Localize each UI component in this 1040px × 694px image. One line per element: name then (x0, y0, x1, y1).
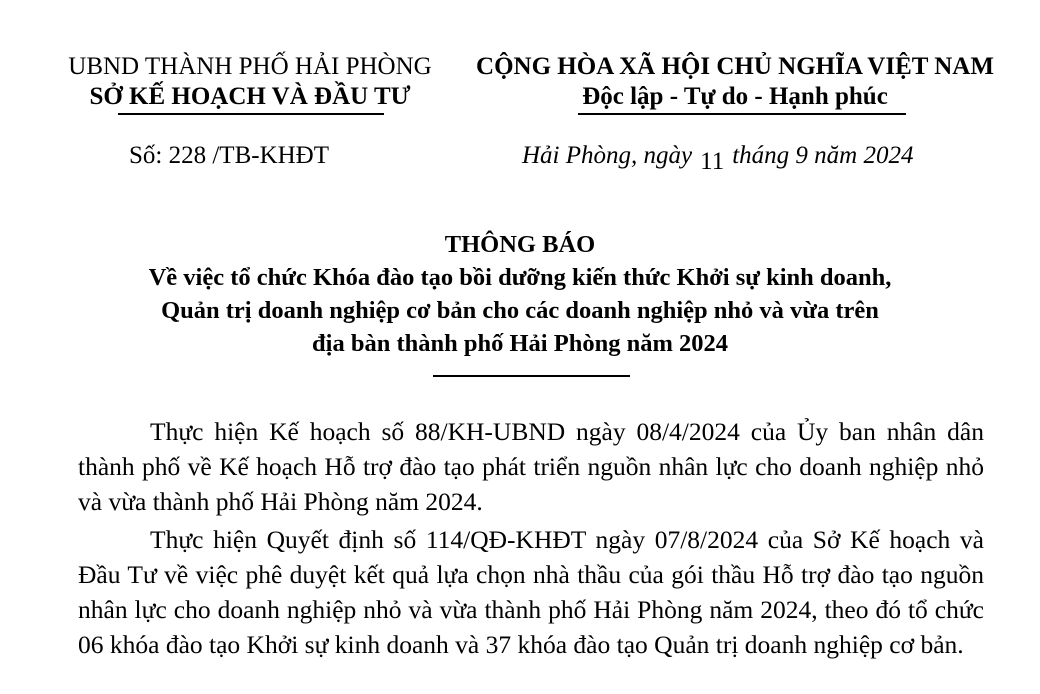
document-number (129, 140, 329, 172)
agency-parent-name: UBND THÀNH PHỐ HẢI PHÒNG (68, 53, 432, 80)
date-prefix: Hải Phòng, ngày (522, 142, 693, 169)
motto-underline (578, 113, 906, 115)
agency-underline (118, 113, 384, 115)
notice-subject-line-3: địa bàn thành phố Hải Phòng năm 2024 (312, 330, 728, 357)
notice-subject-line-1: Về việc tổ chức Khóa đào tạo bồi dưỡng kiến thức Khởi sự kinh doanh, (148, 264, 892, 291)
issuing-agency-header (40, 52, 460, 112)
number-prefix: Số: (129, 142, 169, 169)
agency-name: SỞ KẾ HOẠCH VÀ ĐẦU TƯ (89, 83, 411, 110)
notice-title-block (60, 228, 980, 360)
number-value: 228 (168, 142, 207, 169)
title-divider (433, 375, 630, 377)
national-name: CỘNG HÒA XÃ HỘI CHỦ NGHĨA VIỆT NAM (476, 53, 994, 80)
date-suffix: tháng 9 năm 2024 (732, 142, 914, 169)
document-date (522, 140, 914, 175)
body-paragraph-1: Thực hiện Kế hoạch số 88/KH-UBND ngày 08/4/2024 của Ủy ban nhân dân thành phố về Kế hoạch Hỗ trợ đào tạo phát triển nguồn nhân lực cho doanh nghiệp nhỏ và vừa thành phố Hải Phòng năm 2024. (78, 417, 984, 516)
national-title-header (455, 52, 1015, 112)
national-motto: Độc lập - Tự do - Hạnh phúc (582, 83, 888, 110)
notice-heading: THÔNG BÁO (444, 231, 596, 258)
body-paragraph-2: Thực hiện Quyết định số 114/QĐ-KHĐT ngày 07/8/2024 của Sở Kế hoạch và Đầu Tư về việc phê duyệt kết quả lựa chọn nhà thầu của gói thầu Hỗ trợ đào tạo nguồn nhân lực cho doanh nghiệp nhỏ và vừa thành phố Hải Phòng năm 2024, theo đó tổ chức 06 khóa đào tạo Khởi sự kinh doanh và 37 khóa đào tạo Quản trị doanh nghiệp cơ bản. (78, 525, 984, 659)
date-day: 11 (700, 148, 725, 175)
notice-subject-line-2: Quản trị doanh nghiệp cơ bản cho các doanh nghiệp nhỏ và vừa trên (161, 297, 879, 324)
number-suffix: /TB-KHĐT (206, 142, 330, 169)
